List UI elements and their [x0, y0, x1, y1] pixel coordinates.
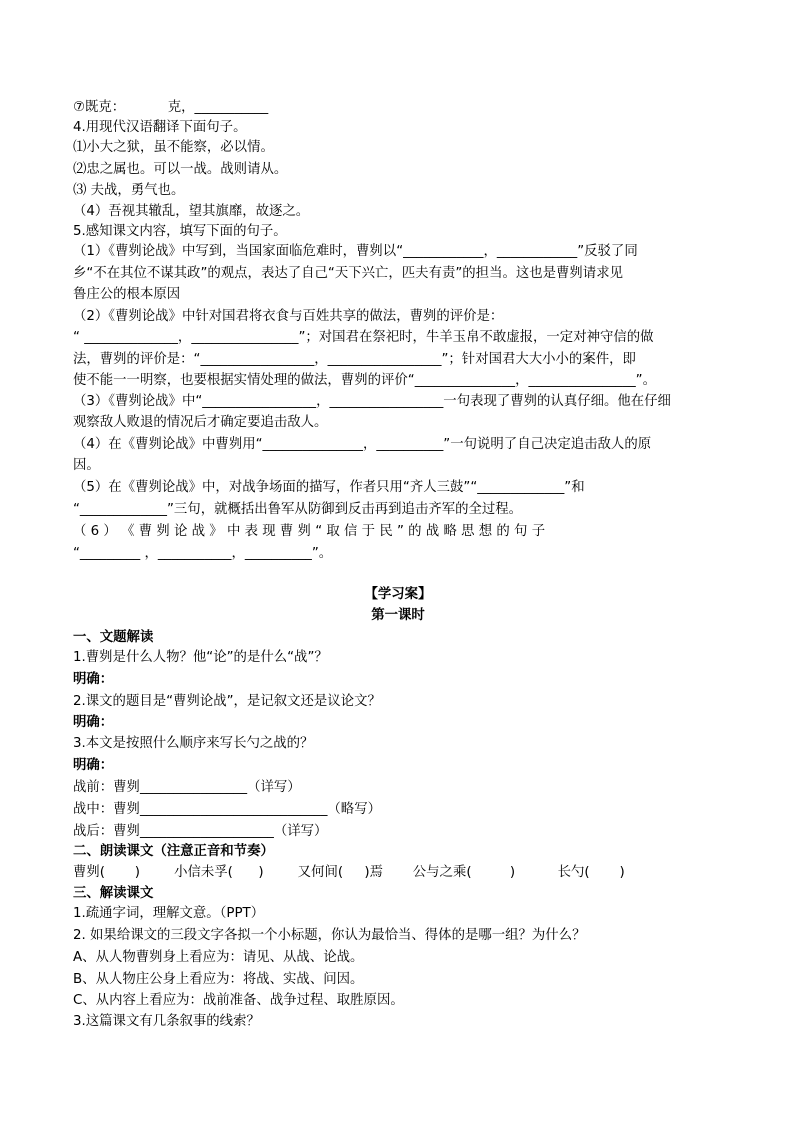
fill-line: 观察敌人败退的情况后才确定要追击敌人。: [73, 415, 328, 430]
fill-line: （3）《曹刿论战》中“_________________，_________________一句表现了曹刿的认真仔细。他在仔细: [73, 394, 671, 409]
study-answer-2: 明确：: [73, 715, 114, 730]
battle-during: 战中：曹刿____________________________（略写）: [73, 802, 381, 817]
study-question-1: 1.曹刿是什么人物？他“论”的是什么“战”？: [73, 650, 328, 665]
fill-line: “_____________”三句，就概括出鲁军从防御到反击再到追击齐军的全过程。: [73, 502, 523, 517]
study-heading-2-note: （注意正音和节奏）: [153, 844, 274, 859]
fill-line: （4）在《曹刿论战》中曹刿用“_______________，__________”一句说明了自己决定追击敌人的原: [73, 437, 652, 452]
fill-line: 法，曹刿的评价是：“_________________，_________________”；针对国君大大小小的案件，即: [73, 352, 636, 367]
study-task-2: 2. 如果给课文的三段文字各拟一个小标题，你认为最恰当、得体的是哪一组？为什么？: [73, 928, 586, 943]
translate-item: （4）吾视其辙乱，望其旗靡，故逐之。: [73, 204, 310, 219]
translate-item: ⑴小大之狱，虽不能察，必以情。: [73, 140, 274, 155]
fill-line: 使不能一一明察，也要根据实情处理的做法，曹刿的评价“_______________，________________”。: [73, 373, 656, 388]
fill-line: （2）《曹刿论战》中针对国君将衣食与百姓共享的做法，曹刿的评价是：: [73, 309, 504, 324]
fill-line: 乡“不在其位不谋其政”的观点，表达了自己“天下兴亡，匹夫有责”的担当。这也是曹刿请求见: [73, 266, 623, 281]
fill-line: “_________ ，___________，__________”。: [73, 546, 333, 561]
study-heading-1: 一、文题解读: [73, 630, 154, 645]
fill-line: （1）《曹刿论战》中写到，当国家面临危难时，曹刿以“____________，____________”反驳了同: [73, 244, 638, 259]
option-c: C、从内容上看应为：战前准备、战争过程、取胜原因。: [73, 993, 404, 1008]
fill-line: 鲁庄公的根本原因: [73, 287, 181, 302]
fill-line: （5）在《曹刿论战》中，对战争场面的描写，作者只用“齐人三鼓”“_____________”和: [73, 480, 585, 495]
section-title: 【学习案】: [364, 587, 432, 602]
battle-before: 战前：曹刿________________（详写）: [73, 780, 301, 795]
study-task-3: 3.这篇课文有几条叙事的线索？: [73, 1014, 260, 1029]
fill-line: 因。: [73, 458, 100, 473]
option-b: B、从人物庄公身上看应为：将战、实战、问因。: [73, 972, 364, 987]
study-task-1: 1.疏通字词，理解文意。（PPT）: [73, 906, 265, 921]
study-heading-3: 三、解读课文: [73, 886, 154, 901]
study-answer-3: 明确：: [73, 758, 114, 773]
fill-line: （ 6 ） 《 曹 刿 论 战 》 中 表 现 曹 刿 “ 取 信 于 民 ” 的 战 略 思 想 的 句 子: [73, 524, 546, 539]
study-question-2: 2.课文的题目是“曹刿论战”，是记叙文还是议论文？: [73, 694, 381, 709]
translate-item: ⑵忠之属也。可以一战。战则请从。: [73, 162, 288, 177]
battle-after: 战后：曹刿____________________（详写）: [73, 824, 328, 839]
study-heading-2: 二、朗读课文（注意正音和节奏）: [73, 844, 274, 859]
fill-heading: 5.感知课文内容，填写下面的句子。: [73, 224, 287, 239]
section-subtitle: 第一课时: [371, 608, 425, 623]
fill-line: “ ______________，________________”；对国君在祭祀时，牛羊玉帛不敢虚报，一定对神守信的做: [73, 330, 654, 345]
study-question-3: 3.本文是按照什么顺序来写长勺之战的？: [73, 736, 314, 751]
translate-item: ⑶ 夫战，勇气也。: [73, 183, 185, 198]
vocab-item-7: ⑦既克： 克，___________: [73, 100, 269, 115]
study-answer-1: 明确：: [73, 672, 114, 687]
pronunciation-line: 曹刿( ) 小信未孚( ) 又何间( )焉 公与之乘( ) 长勺( ): [73, 865, 625, 880]
translate-heading: 4.用现代汉语翻译下面句子。: [73, 120, 247, 135]
option-a: A、从人物曹刿身上看应为：请见、从战、论战。: [73, 950, 364, 965]
